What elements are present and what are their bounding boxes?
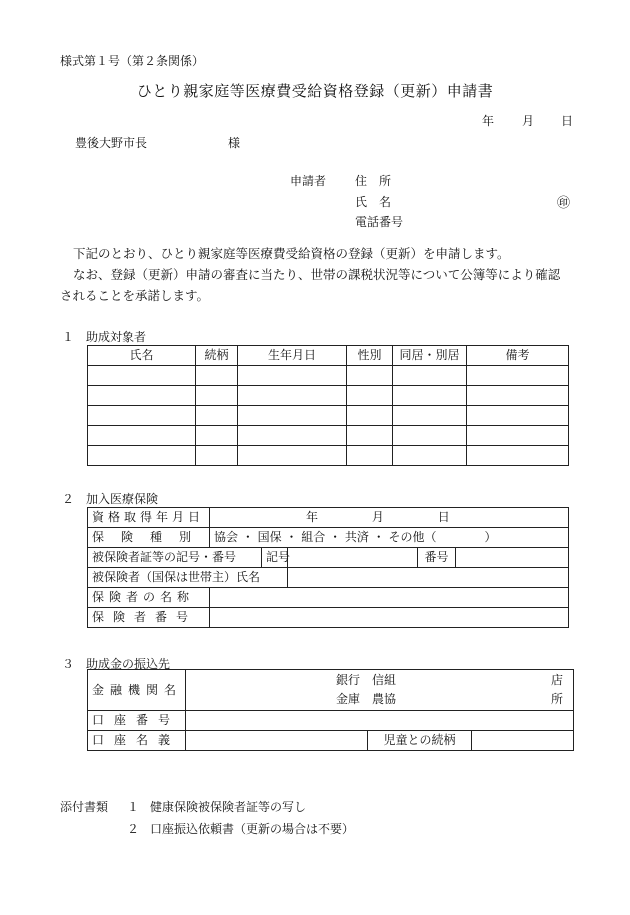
cell-cohabitation[interactable] (393, 366, 467, 386)
insurer-name-field[interactable] (210, 588, 569, 608)
bank-type-agri-coop: 農協 (372, 692, 397, 706)
col-header-birthdate: 生年月日 (238, 346, 347, 366)
account-holder-field[interactable] (186, 731, 368, 751)
cell-birthdate[interactable] (238, 366, 347, 386)
cell-relation[interactable] (196, 426, 238, 446)
symbol-label: 記号 (262, 548, 288, 568)
insurance-table (87, 507, 569, 628)
acquired-date-field[interactable] (210, 508, 569, 528)
cell-birthdate[interactable] (238, 406, 347, 426)
cell-name[interactable] (88, 446, 196, 466)
honorific: 様 (228, 136, 241, 150)
attachment-2-text: 口座振込依頼書（更新の場合は不要） (150, 822, 355, 836)
intro-line-1: 下記のとおり、ひとり親家庭等医療費受給資格の登録（更新）を申請します。 (73, 246, 510, 261)
cell-remarks[interactable] (467, 426, 569, 446)
attachment-1-text: 健康保険被保険者証等の写し (150, 800, 307, 814)
col-header-gender: 性別 (347, 346, 393, 366)
card-number-label: 被保険者証等の記号・番号 (88, 548, 262, 568)
cell-remarks[interactable] (467, 366, 569, 386)
cell-name[interactable] (88, 406, 196, 426)
name-label: 氏 名 (355, 195, 392, 209)
account-number-field[interactable] (186, 711, 574, 731)
acquired-year-label: 年 (306, 510, 319, 524)
bank-name-field[interactable] (186, 670, 574, 711)
col-header-remarks: 備考 (467, 346, 569, 366)
date-year-label: 年 (482, 114, 495, 128)
acquired-date-row (88, 508, 569, 528)
account-holder-row (88, 731, 574, 751)
acquired-date-label: 資格取得年月日 (88, 508, 210, 528)
col-header-name: 氏名 (88, 346, 196, 366)
attachments-label: 添付書類 (60, 800, 109, 814)
insurance-type-options[interactable]: 協会 ・ 国保 ・ 組合 ・ 共済 ・ その他（ ） (210, 528, 569, 548)
bank-type-shinkin: 金庫 (336, 692, 361, 706)
beneficiary-table (87, 345, 569, 466)
cell-remarks[interactable] (467, 386, 569, 406)
bank-type-credit-union: 信組 (372, 673, 397, 687)
attachment-2-number: ２ (127, 822, 140, 836)
insured-name-label: 被保険者（国保は世帯主）氏名 (88, 568, 288, 588)
cell-cohabitation[interactable] (393, 406, 467, 426)
cell-remarks[interactable] (467, 446, 569, 466)
insured-name-row (88, 568, 569, 588)
cell-gender[interactable] (347, 386, 393, 406)
cell-relation[interactable] (196, 366, 238, 386)
section3-heading: ３ 助成金の振込先 (62, 657, 171, 671)
acquired-month-label: 月 (371, 510, 384, 524)
account-number-label: 口座番号 (88, 711, 186, 731)
insurance-type-label: 保険種別 (88, 528, 210, 548)
cell-relation[interactable] (196, 446, 238, 466)
cell-cohabitation[interactable] (393, 426, 467, 446)
cell-relation[interactable] (196, 406, 238, 426)
intro-line-3: されることを承諾します。 (60, 288, 210, 303)
relation-label: 児童との続柄 (368, 731, 472, 751)
form-number: 様式第１号（第２条関係） (60, 54, 205, 68)
relation-field[interactable] (472, 731, 574, 751)
cell-birthdate[interactable] (238, 386, 347, 406)
branch-office: 所 (550, 692, 563, 706)
insurer-number-row (88, 608, 569, 628)
phone-label: 電話番号 (355, 215, 404, 229)
cell-birthdate[interactable] (238, 446, 347, 466)
insurer-number-field[interactable] (210, 608, 569, 628)
cell-birthdate[interactable] (238, 426, 347, 446)
intro-paragraph (60, 243, 575, 306)
insurer-number-label: 保険者番号 (88, 608, 210, 628)
page-title: ひとり親家庭等医療費受給資格登録（更新）申請書 (136, 82, 494, 100)
cell-gender[interactable] (347, 426, 393, 446)
cell-name[interactable] (88, 386, 196, 406)
insured-name-field[interactable] (288, 568, 569, 588)
symbol-field[interactable] (288, 548, 418, 568)
section1-heading: １ 助成対象者 (62, 330, 147, 344)
table-row (88, 366, 569, 386)
insurer-name-label: 保険者の名称 (88, 588, 210, 608)
acquired-day-label: 日 (437, 510, 450, 524)
applicant-label: 申請者 (290, 174, 327, 188)
account-holder-label: 口座名義 (88, 731, 186, 751)
branch-store: 店 (550, 673, 563, 687)
date-day-label: 日 (561, 114, 574, 128)
cell-gender[interactable] (347, 406, 393, 426)
addressee: 豊後大野市長 (75, 136, 148, 150)
table-row (88, 426, 569, 446)
col-header-cohabitation: 同居・別居 (393, 346, 467, 366)
insurance-type-row (88, 528, 569, 548)
section2-heading: ２ 加入医療保険 (62, 492, 159, 506)
cell-name[interactable] (88, 426, 196, 446)
table-header-row (88, 346, 569, 366)
cell-gender[interactable] (347, 366, 393, 386)
intro-line-2: なお、登録（更新）申請の審査に当たり、世帯の課税状況等について公簿等により確認 (73, 267, 561, 282)
insurer-name-row (88, 588, 569, 608)
cell-cohabitation[interactable] (393, 386, 467, 406)
card-number-row (88, 548, 569, 568)
cell-name[interactable] (88, 366, 196, 386)
table-row (88, 386, 569, 406)
cell-remarks[interactable] (467, 406, 569, 426)
number-label: 番号 (418, 548, 456, 568)
col-header-relation: 続柄 (196, 346, 238, 366)
cell-gender[interactable] (347, 446, 393, 466)
table-row (88, 446, 569, 466)
cell-cohabitation[interactable] (393, 446, 467, 466)
account-number-row (88, 711, 574, 731)
seal-mark: ㊞ (557, 196, 571, 211)
bank-name-row (88, 670, 574, 711)
date-month-label: 月 (522, 114, 535, 128)
number-field[interactable] (456, 548, 569, 568)
bank-name-label: 金融機関名 (88, 670, 186, 711)
attachment-1-number: １ (127, 800, 140, 814)
table-row (88, 406, 569, 426)
bank-table (87, 669, 574, 751)
bank-type-bank: 銀行 (336, 673, 361, 687)
cell-relation[interactable] (196, 386, 238, 406)
address-label: 住 所 (355, 174, 392, 188)
